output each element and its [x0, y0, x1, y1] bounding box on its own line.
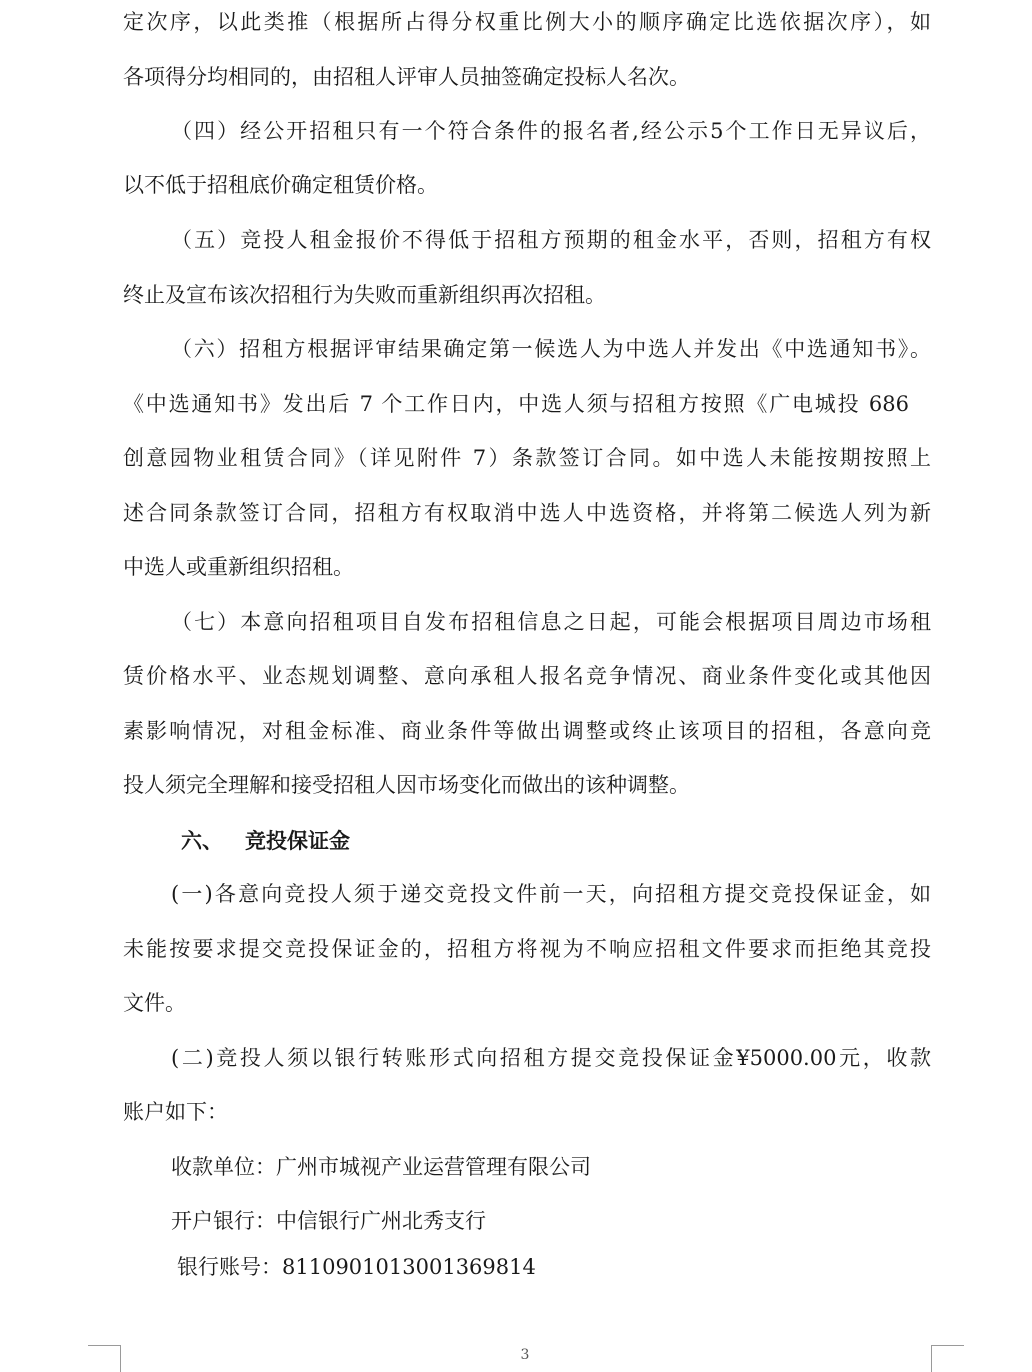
paragraph-line: （五）竞投人租金报价不得低于招租方预期的租金水平，否则，招租方有权 [171, 228, 931, 252]
paragraph-line: 中选人或重新组织招租。 [123, 555, 354, 579]
paragraph-line: 终止及宣布该次招租行为失败而重新组织再次招租。 [123, 283, 606, 307]
paragraph-line: 定次序，以此类推（根据所占得分权重比例大小的顺序确定比选依据次序），如 [123, 10, 931, 34]
paragraph-line: 赁价格水平、业态规划调整、意向承租人报名竞争情况、商业条件变化或其他因 [123, 664, 931, 688]
account-number: 银行账号：8110901013001369814 [177, 1255, 536, 1279]
paragraph-line: 素影响情况，对租金标准、商业条件等做出调整或终止该项目的招租，各意向竞 [123, 719, 931, 743]
section-heading [181, 825, 481, 855]
section-number: 六、 [181, 829, 223, 853]
paragraph-line: 文件。 [123, 991, 186, 1015]
page-number: 3 [520, 1347, 530, 1363]
paragraph-line: 账户如下： [123, 1100, 228, 1124]
paragraph-line: 以不低于招租底价确定租赁价格。 [123, 173, 438, 197]
paragraph-line: (一)各意向竞投人须于递交竞投文件前一天，向招租方提交竞投保证金，如 [171, 882, 931, 906]
paragraph-line: （七）本意向招租项目自发布招租信息之日起，可能会根据项目周边市场租 [171, 610, 931, 634]
paragraph-line: 述合同条款签订合同，招租方有权取消中选人中选资格，并将第二候选人列为新 [123, 501, 931, 525]
paragraph-line: 各项得分均相同的，由招租人评审人员抽签确定投标人名次。 [123, 65, 690, 89]
paragraph-line: （六）招租方根据评审结果确定第一候选人为中选人并发出《中选通知书》。 [171, 337, 931, 361]
account-payee: 收款单位：广州市城视产业运营管理有限公司 [171, 1155, 591, 1179]
paragraph-line: 未能按要求提交竞投保证金的，招租方将视为不响应招租文件要求而拒绝其竞投 [123, 937, 931, 961]
account-bank: 开户银行：中信银行广州北秀支行 [171, 1209, 486, 1233]
paragraph-line: （四）经公开招租只有一个符合条件的报名者,经公示5个工作日无异议后， [171, 119, 931, 143]
section-title: 竞投保证金 [245, 829, 350, 853]
paragraph-line: (二)竞投人须以银行转账形式向招租方提交竞投保证金¥5000.00元，收款 [171, 1046, 931, 1070]
paragraph-line: 创意园物业租赁合同》（详见附件 7）条款签订合同。如中选人未能按期按照上 [123, 446, 931, 470]
paragraph-line: 投人须完全理解和接受招租人因市场变化而做出的该种调整。 [123, 773, 690, 797]
paragraph-line: 《中选通知书》发出后 7 个工作日内，中选人须与招租方按照《广电城投 686 [123, 392, 909, 416]
